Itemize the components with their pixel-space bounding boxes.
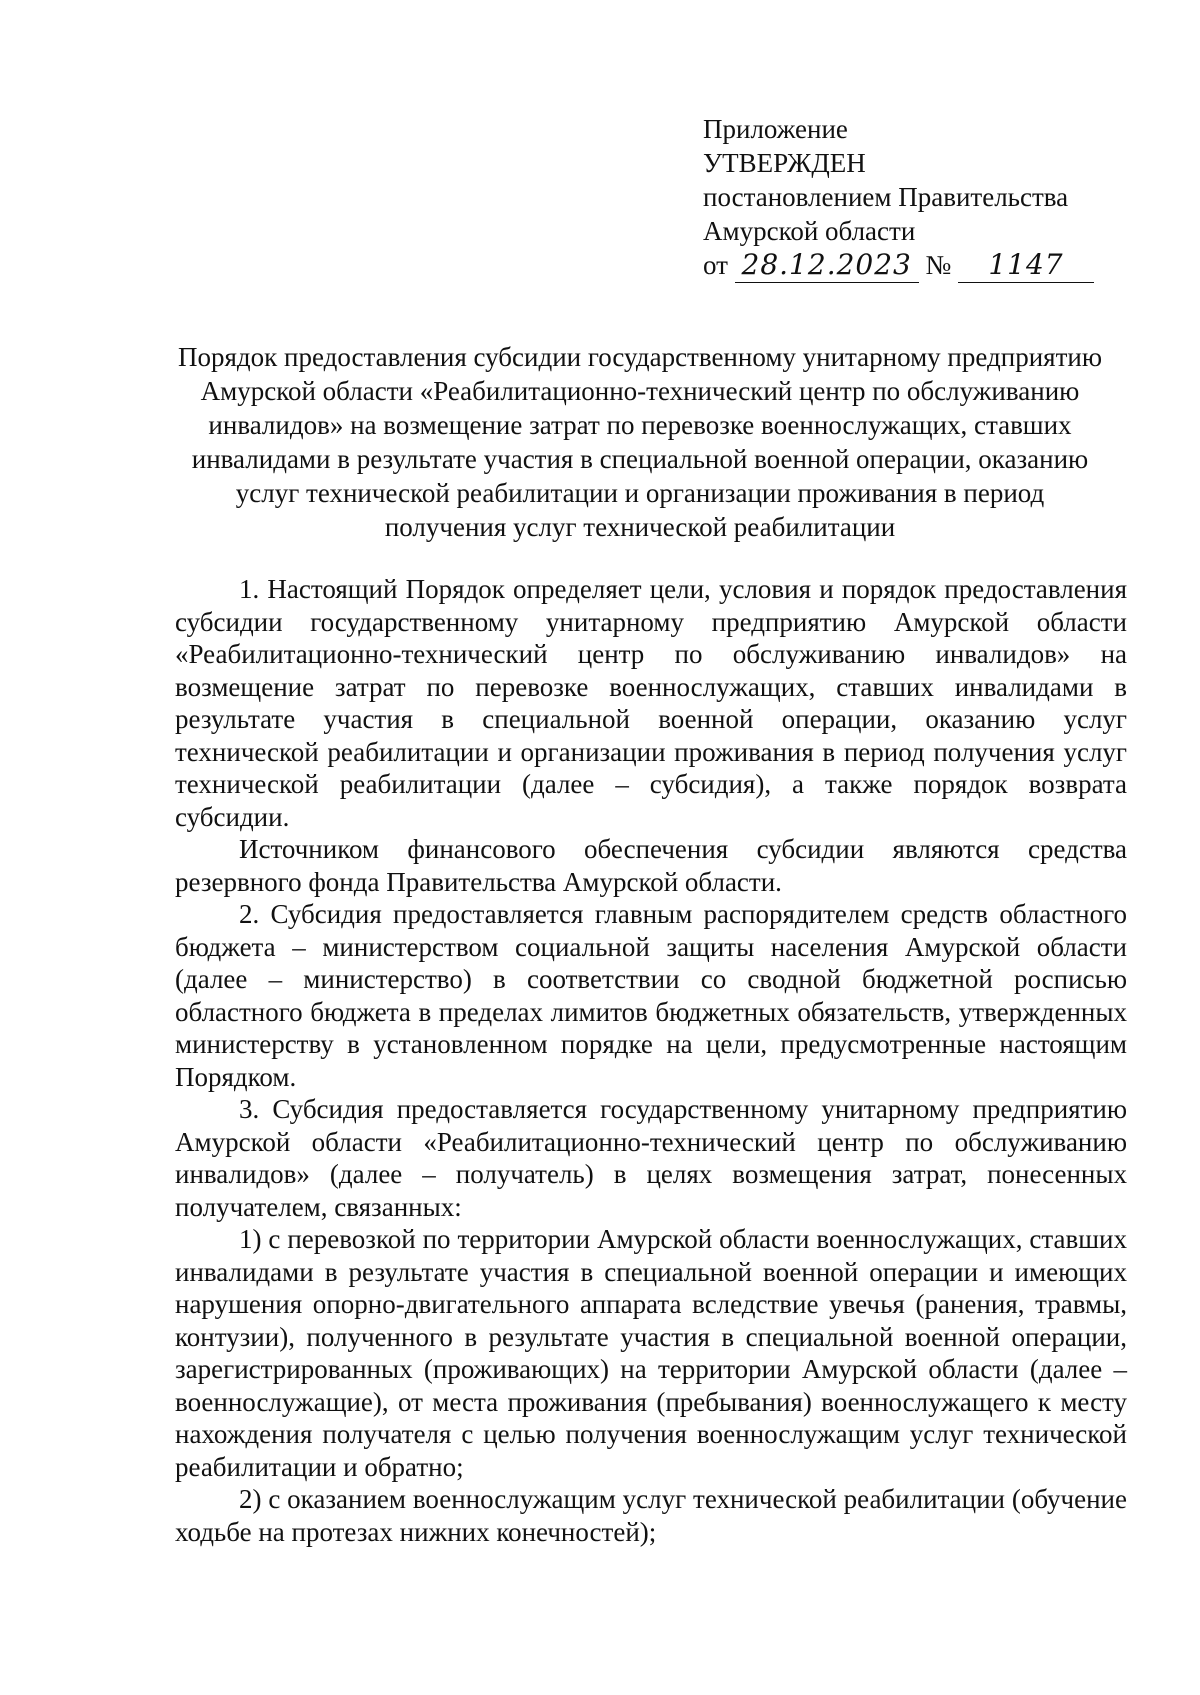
approved-label: УТВЕРЖДЕН <box>703 148 866 178</box>
approval-block <box>703 112 1123 283</box>
date-number-line <box>703 248 1123 283</box>
paragraph-1: 1. Настоящий Порядок определяет цели, условия и порядок предоставления субсидии государственному унитарному предприятию Амурской области «Реабилитационно-технический центр по обслуживанию инвалидов» на возмещение затрат по перевозке военнослужащих, ставших инвалидами в результате участия в специальной военной операции, оказанию услуг технической реабилитации и организации проживания в период получения услуг технической реабилитации (далее – субсидия), а также порядок возврата субсидии. <box>175 574 1127 832</box>
paragraph-funding-source: Источником финансового обеспечения субсидии являются средства резервного фонда Правительства Амурской области. <box>175 834 1127 897</box>
document-title <box>160 340 1120 544</box>
appendix-label: Приложение <box>703 114 848 144</box>
title-line: Амурской области «Реабилитационно-технический центр по обслуживанию <box>200 376 1080 406</box>
paragraph-3-item-1: 1) с перевозкой по территории Амурской области военнослужащих, ставших инвалидами в результате участия в специальной военной операции и имеющих нарушения опорно-двигательного аппарата вследствие увечья (ранения, травмы, контузии), полученного в результате участия в специальной военной операции, зарегистрированных (проживающих) на территории Амурской области (далее – военнослужащие), от места проживания (пребывания) военнослужащего к месту нахождения получателя с целью получения военнослужащим услуг технической реабилитации и обратно; <box>175 1224 1127 1482</box>
document-body <box>175 573 1127 1548</box>
title-line: Порядок предоставления субсидии государственному унитарному предприятию <box>178 342 1102 372</box>
handwritten-date: 28.12.2023 <box>735 248 919 283</box>
number-prefix: № <box>925 250 952 280</box>
paragraph-3: 3. Субсидия предоставляется государственному унитарному предприятию Амурской области «Реабилитационно-технический центр по обслуживанию инвалидов» (далее – получатель) в целях возмещения затрат, понесенных получателем, связанных: <box>175 1094 1127 1222</box>
title-line: услуг технической реабилитации и организации проживания в период <box>235 478 1045 508</box>
title-line: получения услуг технической реабилитации <box>384 512 896 542</box>
title-line: инвалидами в результате участия в специальной военной операции, оказанию <box>191 444 1089 474</box>
approved-by-region: Амурской области <box>703 216 916 246</box>
paragraph-3-item-2: 2) с оказанием военнослужащим услуг технической реабилитации (обучение ходьбе на протезах нижних конечностей); <box>175 1484 1127 1547</box>
approved-by-resolution: постановлением Правительства <box>703 182 1069 212</box>
paragraph-2: 2. Субсидия предоставляется главным распорядителем средств областного бюджета – министерством социальной защиты населения Амурской области (далее – министерство) в соответствии со сводной бюджетной росписью областного бюджета в пределах лимитов бюджетных обязательств, утвержденных министерству в установленном порядке на цели, предусмотренные настоящим Порядком. <box>175 899 1127 1092</box>
title-line: инвалидов» на возмещение затрат по перевозке военнослужащих, ставших <box>208 410 1072 440</box>
handwritten-number: 1147 <box>958 248 1094 283</box>
date-prefix: от <box>703 250 728 280</box>
